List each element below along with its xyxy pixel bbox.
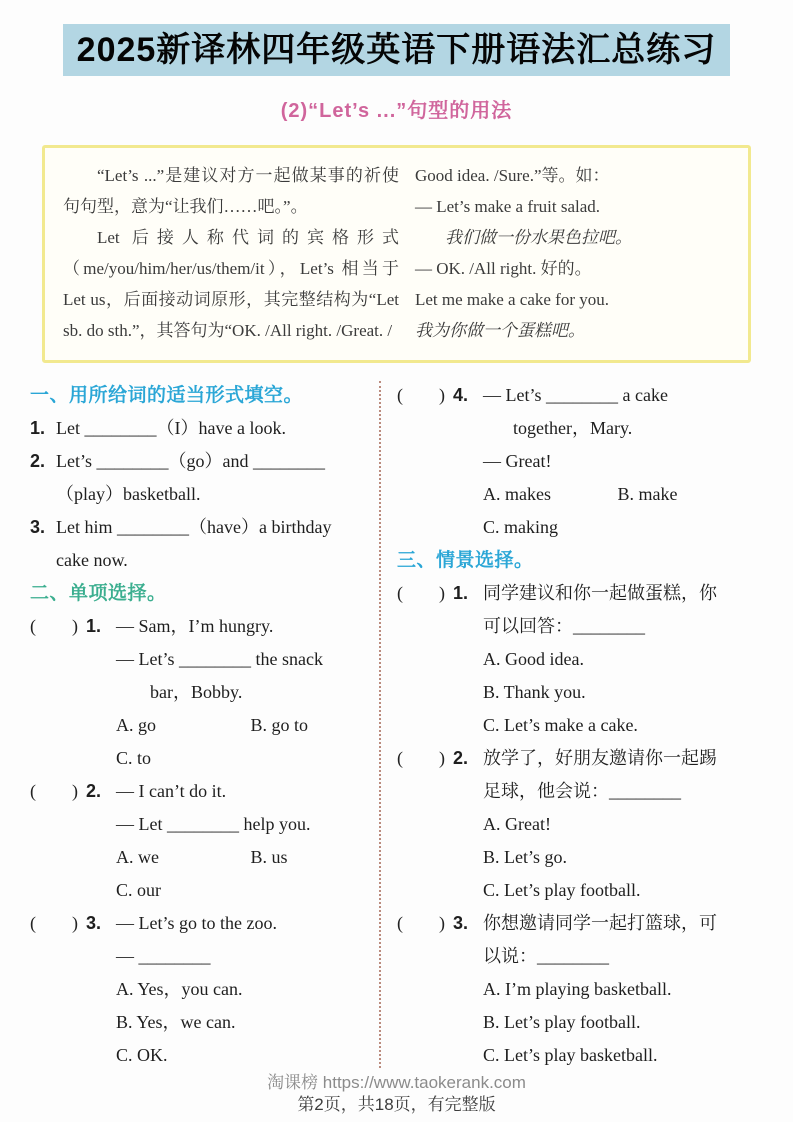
option: A. Yes，you can. bbox=[116, 979, 243, 999]
fill-blank-item bbox=[30, 445, 376, 511]
item-number: 2. bbox=[30, 451, 46, 471]
column-divider bbox=[379, 381, 381, 1068]
note-paragraph: Let 后接人称代词的宾格形式（me/you/him/her/us/them/it），Let’s 相当于 Let us，后面接动词原形，其完整结构为“Let sb. do sth.”，其答句为“OK. /All right. /Great. / bbox=[63, 228, 399, 340]
question-line: bar，Bobby. bbox=[150, 682, 243, 702]
exercise-right-column bbox=[384, 379, 769, 1072]
option: B. Yes，we can. bbox=[116, 1012, 236, 1032]
question-line: — Let ________ help you. bbox=[116, 814, 311, 834]
note-line: Good idea. /Sure.”等。如： bbox=[415, 166, 610, 185]
option: B. Let’s go. bbox=[483, 847, 567, 867]
exercise-area bbox=[30, 379, 769, 1072]
page-title: 2025新译林四年级英语下册语法汇总练习 bbox=[63, 24, 731, 76]
item-number: 3. bbox=[453, 913, 469, 933]
note-example-line: Let me make a cake for you. bbox=[415, 290, 609, 309]
option: C. to bbox=[116, 748, 152, 768]
section-two-heading: 二、单项选择。 bbox=[30, 583, 167, 604]
question-line: 可以回答：________ bbox=[483, 616, 645, 636]
question-line: 以说：________ bbox=[483, 946, 609, 966]
question-line: Let’s ________（go）and ________ bbox=[56, 451, 325, 471]
option: C. Let’s play football. bbox=[483, 880, 641, 900]
option: B. make bbox=[617, 484, 678, 504]
exercise-left-column bbox=[30, 379, 376, 1072]
item-text bbox=[483, 577, 769, 742]
option: A. Great! bbox=[483, 814, 551, 834]
item-number: 4. bbox=[453, 385, 469, 405]
item-text bbox=[56, 412, 286, 445]
option: A. Good idea. bbox=[483, 649, 584, 669]
note-translation-line: 我为你做一个蛋糕吧。 bbox=[415, 321, 585, 340]
item-number: 1. bbox=[86, 616, 102, 636]
fill-blank-item bbox=[30, 511, 376, 577]
grammar-note-box bbox=[42, 145, 751, 363]
scenario-item bbox=[397, 577, 769, 742]
option: C. Let’s play basketball. bbox=[483, 1045, 658, 1065]
answer-paren: ( ) bbox=[30, 913, 78, 933]
question-line: Let ________（I）have a look. bbox=[56, 418, 286, 438]
option: C. Let’s make a cake. bbox=[483, 715, 638, 735]
item-text bbox=[483, 379, 769, 544]
page-footer bbox=[0, 1072, 793, 1116]
question-line: — Great! bbox=[483, 451, 552, 471]
item-text bbox=[116, 610, 376, 775]
note-example-line: — Let’s make a fruit salad. bbox=[415, 197, 601, 216]
question-line: — I can’t do it. bbox=[116, 781, 227, 801]
question-line: — Sam，I’m hungry. bbox=[116, 616, 274, 636]
item-text bbox=[483, 907, 769, 1072]
title-bar bbox=[0, 0, 793, 76]
answer-paren: ( ) bbox=[397, 385, 445, 405]
mcq-item bbox=[30, 907, 376, 1072]
question-line: — Let’s ________ the snack bbox=[116, 649, 323, 669]
footer-site-link[interactable]: 淘课榜 https://www.taokerank.com bbox=[267, 1073, 526, 1092]
mcq-item bbox=[397, 379, 769, 544]
question-line: 同学建议和你一起做蛋糕，你 bbox=[483, 583, 717, 603]
scenario-item bbox=[397, 742, 769, 907]
option: C. our bbox=[116, 880, 161, 900]
fill-blank-item bbox=[30, 412, 376, 445]
item-text bbox=[483, 742, 769, 907]
note-paragraph: “Let’s ...”是建议对方一起做某事的祈使句句型，意为“让我们……吧。”。 bbox=[63, 166, 399, 216]
answer-paren: ( ) bbox=[30, 781, 78, 801]
item-text bbox=[56, 445, 325, 511]
question-line: Let him ________（have）a birthday bbox=[56, 517, 332, 537]
scenario-item bbox=[397, 907, 769, 1072]
item-number: 2. bbox=[453, 748, 469, 768]
page-subtitle: (2)“Let’s ...”句型的用法 bbox=[280, 100, 513, 122]
answer-paren: ( ) bbox=[397, 913, 445, 933]
option: A. I’m playing basketball. bbox=[483, 979, 672, 999]
question-line: 放学了，好朋友邀请你一起踢 bbox=[483, 748, 717, 768]
item-number: 1. bbox=[30, 418, 46, 438]
answer-paren: ( ) bbox=[397, 748, 445, 768]
option: B. Thank you. bbox=[483, 682, 586, 702]
item-text bbox=[116, 775, 376, 907]
answer-paren: ( ) bbox=[397, 583, 445, 603]
mcq-item bbox=[30, 775, 376, 907]
question-line: together，Mary. bbox=[513, 418, 633, 438]
footer-page-info: 第2页，共18页，有完整版 bbox=[297, 1095, 496, 1114]
section-one-heading: 一、用所给词的适当形式填空。 bbox=[30, 385, 304, 406]
item-number: 3. bbox=[86, 913, 102, 933]
option: A. makes bbox=[483, 484, 551, 504]
mcq-item bbox=[30, 610, 376, 775]
question-line: 你想邀请同学一起打篮球，可 bbox=[483, 913, 717, 933]
option: A. go bbox=[116, 715, 156, 735]
question-line: 足球，他会说：________ bbox=[483, 781, 681, 801]
option-row bbox=[116, 841, 376, 874]
question-line: cake now. bbox=[56, 550, 128, 570]
question-line: — Let’s go to the zoo. bbox=[116, 913, 277, 933]
note-example-line: — OK. /All right. 好的。 bbox=[415, 259, 592, 278]
option: B. us bbox=[250, 847, 288, 867]
note-translation-line: 我们做一份水果色拉吧。 bbox=[445, 228, 632, 247]
question-line: — Let’s ________ a cake bbox=[483, 385, 668, 405]
answer-paren: ( ) bbox=[30, 616, 78, 636]
item-number: 1. bbox=[453, 583, 469, 603]
section-three-heading: 三、情景选择。 bbox=[397, 550, 534, 571]
note-box-right-column bbox=[399, 160, 734, 346]
option: B. go to bbox=[250, 715, 309, 735]
option: C. making bbox=[483, 517, 558, 537]
question-line: （play）basketball. bbox=[56, 484, 201, 504]
option-row bbox=[116, 709, 376, 742]
question-line: — ________ bbox=[116, 946, 211, 966]
item-text bbox=[116, 907, 376, 1072]
note-box-left-column bbox=[63, 160, 399, 346]
item-number: 3. bbox=[30, 517, 46, 537]
option: A. we bbox=[116, 847, 159, 867]
option-row bbox=[483, 478, 769, 511]
item-text bbox=[56, 511, 331, 577]
option: B. Let’s play football. bbox=[483, 1012, 641, 1032]
option: C. OK. bbox=[116, 1045, 168, 1065]
item-number: 2. bbox=[86, 781, 102, 801]
